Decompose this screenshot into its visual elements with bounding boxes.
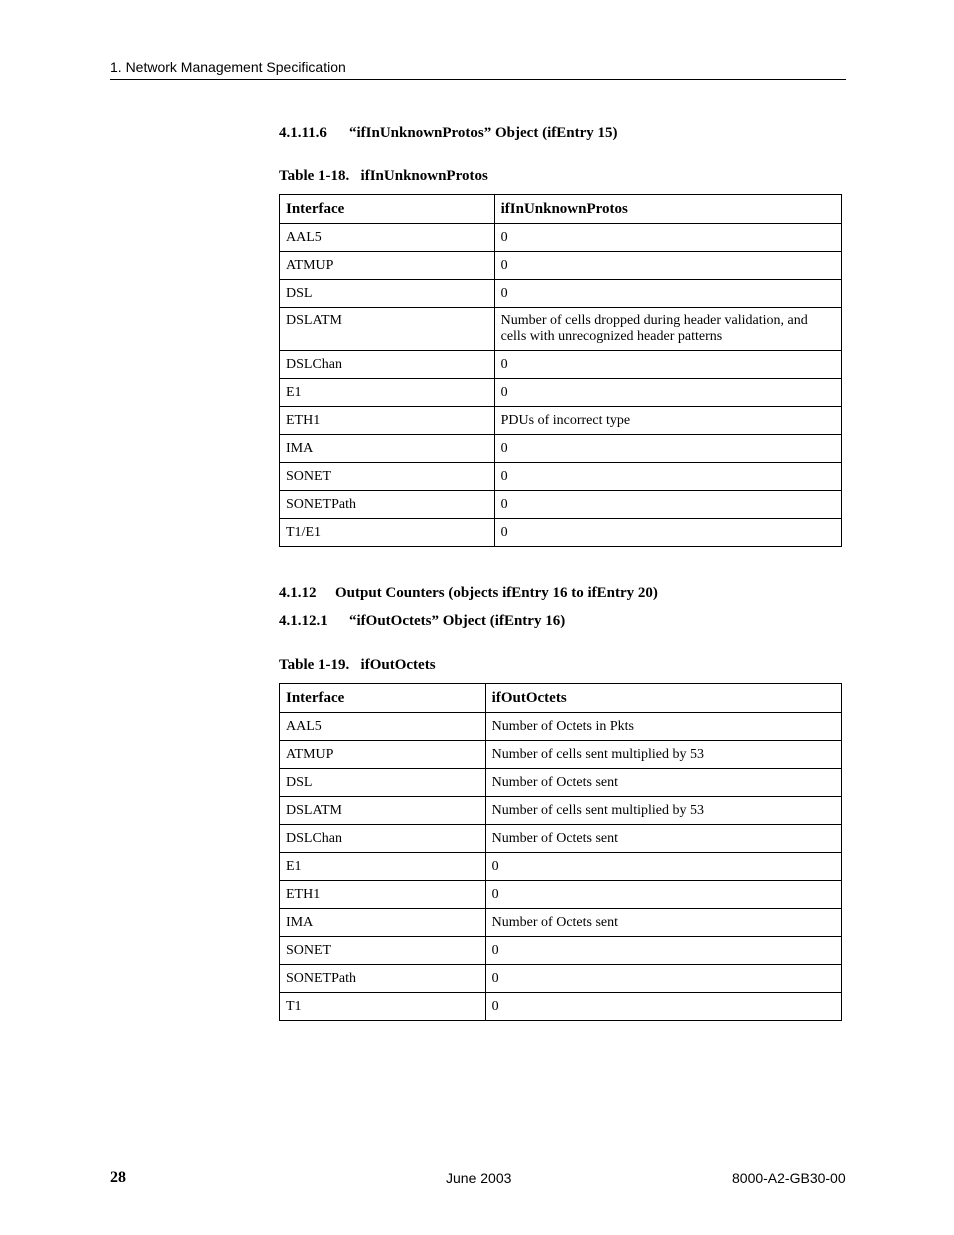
header-rule	[110, 79, 846, 80]
table-row	[280, 965, 842, 993]
value-cell: 0	[494, 252, 841, 280]
table-row	[280, 909, 842, 937]
column-header: ifOutOctets	[485, 684, 841, 713]
table-row	[280, 491, 842, 519]
table-row	[280, 463, 842, 491]
table-row	[280, 308, 842, 351]
table-row	[280, 853, 842, 881]
table-header-row	[280, 684, 842, 713]
value-cell: 0	[485, 993, 841, 1021]
table-row	[280, 797, 842, 825]
footer-date: June 2003	[446, 1170, 512, 1186]
interface-cell: SONET	[280, 463, 495, 491]
section-heading-4-1-12-1	[279, 613, 565, 630]
table-row	[280, 769, 842, 797]
caption-number: Table 1-18.	[279, 168, 350, 184]
column-header: Interface	[280, 684, 486, 713]
value-cell: 0	[494, 519, 841, 547]
interface-cell: DSLChan	[280, 351, 495, 379]
table-row	[280, 407, 842, 435]
value-cell: 0	[494, 435, 841, 463]
value-cell: Number of Octets sent	[485, 909, 841, 937]
footer-doc-id: 8000-A2-GB30-00	[732, 1170, 846, 1186]
section-number: 4.1.12	[279, 585, 317, 601]
interface-cell: DSLATM	[280, 308, 495, 351]
interface-cell: ATMUP	[280, 252, 495, 280]
interface-cell: SONET	[280, 937, 486, 965]
interface-cell: SONETPath	[280, 491, 495, 519]
value-cell: Number of cells dropped during header validation, and cells with unrecognized header patterns	[494, 308, 841, 351]
running-header: 1. Network Management Specification	[110, 59, 346, 75]
value-cell: 0	[485, 937, 841, 965]
table-row	[280, 280, 842, 308]
table-row	[280, 937, 842, 965]
interface-cell: DSLChan	[280, 825, 486, 853]
value-cell: 0	[494, 351, 841, 379]
value-cell: Number of Octets sent	[485, 825, 841, 853]
value-cell: 0	[494, 491, 841, 519]
section-title: “ifOutOctets” Object (ifEntry 16)	[349, 613, 566, 629]
interface-cell: T1/E1	[280, 519, 495, 547]
table-row	[280, 993, 842, 1021]
table-header-row	[280, 195, 842, 224]
table-row	[280, 252, 842, 280]
value-cell: Number of cells sent multiplied by 53	[485, 741, 841, 769]
section-heading-4-1-11-6	[279, 125, 617, 142]
interface-cell: AAL5	[280, 713, 486, 741]
interface-cell: ETH1	[280, 407, 495, 435]
value-cell: 0	[494, 463, 841, 491]
section-heading-4-1-12	[279, 585, 658, 602]
interface-cell: AAL5	[280, 224, 495, 252]
interface-cell: ETH1	[280, 881, 486, 909]
caption-title: ifInUnknownProtos	[360, 168, 488, 184]
table-caption-1-19	[279, 657, 436, 674]
interface-cell: DSL	[280, 769, 486, 797]
interface-cell: E1	[280, 853, 486, 881]
table-if-out-octets	[279, 683, 842, 1021]
interface-cell: E1	[280, 379, 495, 407]
table-row	[280, 435, 842, 463]
table-row	[280, 825, 842, 853]
value-cell: 0	[494, 224, 841, 252]
section-title: Output Counters (objects ifEntry 16 to ifEntry 20)	[335, 585, 658, 601]
table-row	[280, 881, 842, 909]
value-cell: Number of cells sent multiplied by 53	[485, 797, 841, 825]
table-row	[280, 379, 842, 407]
interface-cell: DSL	[280, 280, 495, 308]
interface-cell: T1	[280, 993, 486, 1021]
value-cell: Number of Octets sent	[485, 769, 841, 797]
value-cell: 0	[485, 881, 841, 909]
value-cell: 0	[485, 965, 841, 993]
table-row	[280, 713, 842, 741]
interface-cell: IMA	[280, 909, 486, 937]
value-cell: Number of Octets in Pkts	[485, 713, 841, 741]
caption-title: ifOutOctets	[360, 657, 436, 673]
table-row	[280, 224, 842, 252]
value-cell: 0	[494, 280, 841, 308]
section-number: 4.1.11.6	[279, 125, 327, 141]
section-title: “ifInUnknownProtos” Object (ifEntry 15)	[349, 125, 618, 141]
interface-cell: SONETPath	[280, 965, 486, 993]
value-cell: PDUs of incorrect type	[494, 407, 841, 435]
page-number: 28	[110, 1169, 126, 1186]
column-header: Interface	[280, 195, 495, 224]
section-number: 4.1.12.1	[279, 613, 328, 629]
table-caption-1-18	[279, 168, 488, 185]
value-cell: 0	[485, 853, 841, 881]
table-row	[280, 519, 842, 547]
table-row	[280, 351, 842, 379]
column-header: ifInUnknownProtos	[494, 195, 841, 224]
value-cell: 0	[494, 379, 841, 407]
interface-cell: ATMUP	[280, 741, 486, 769]
caption-number: Table 1-19.	[279, 657, 350, 673]
interface-cell: DSLATM	[280, 797, 486, 825]
interface-cell: IMA	[280, 435, 495, 463]
table-if-in-unknown-protos	[279, 194, 842, 547]
table-row	[280, 741, 842, 769]
